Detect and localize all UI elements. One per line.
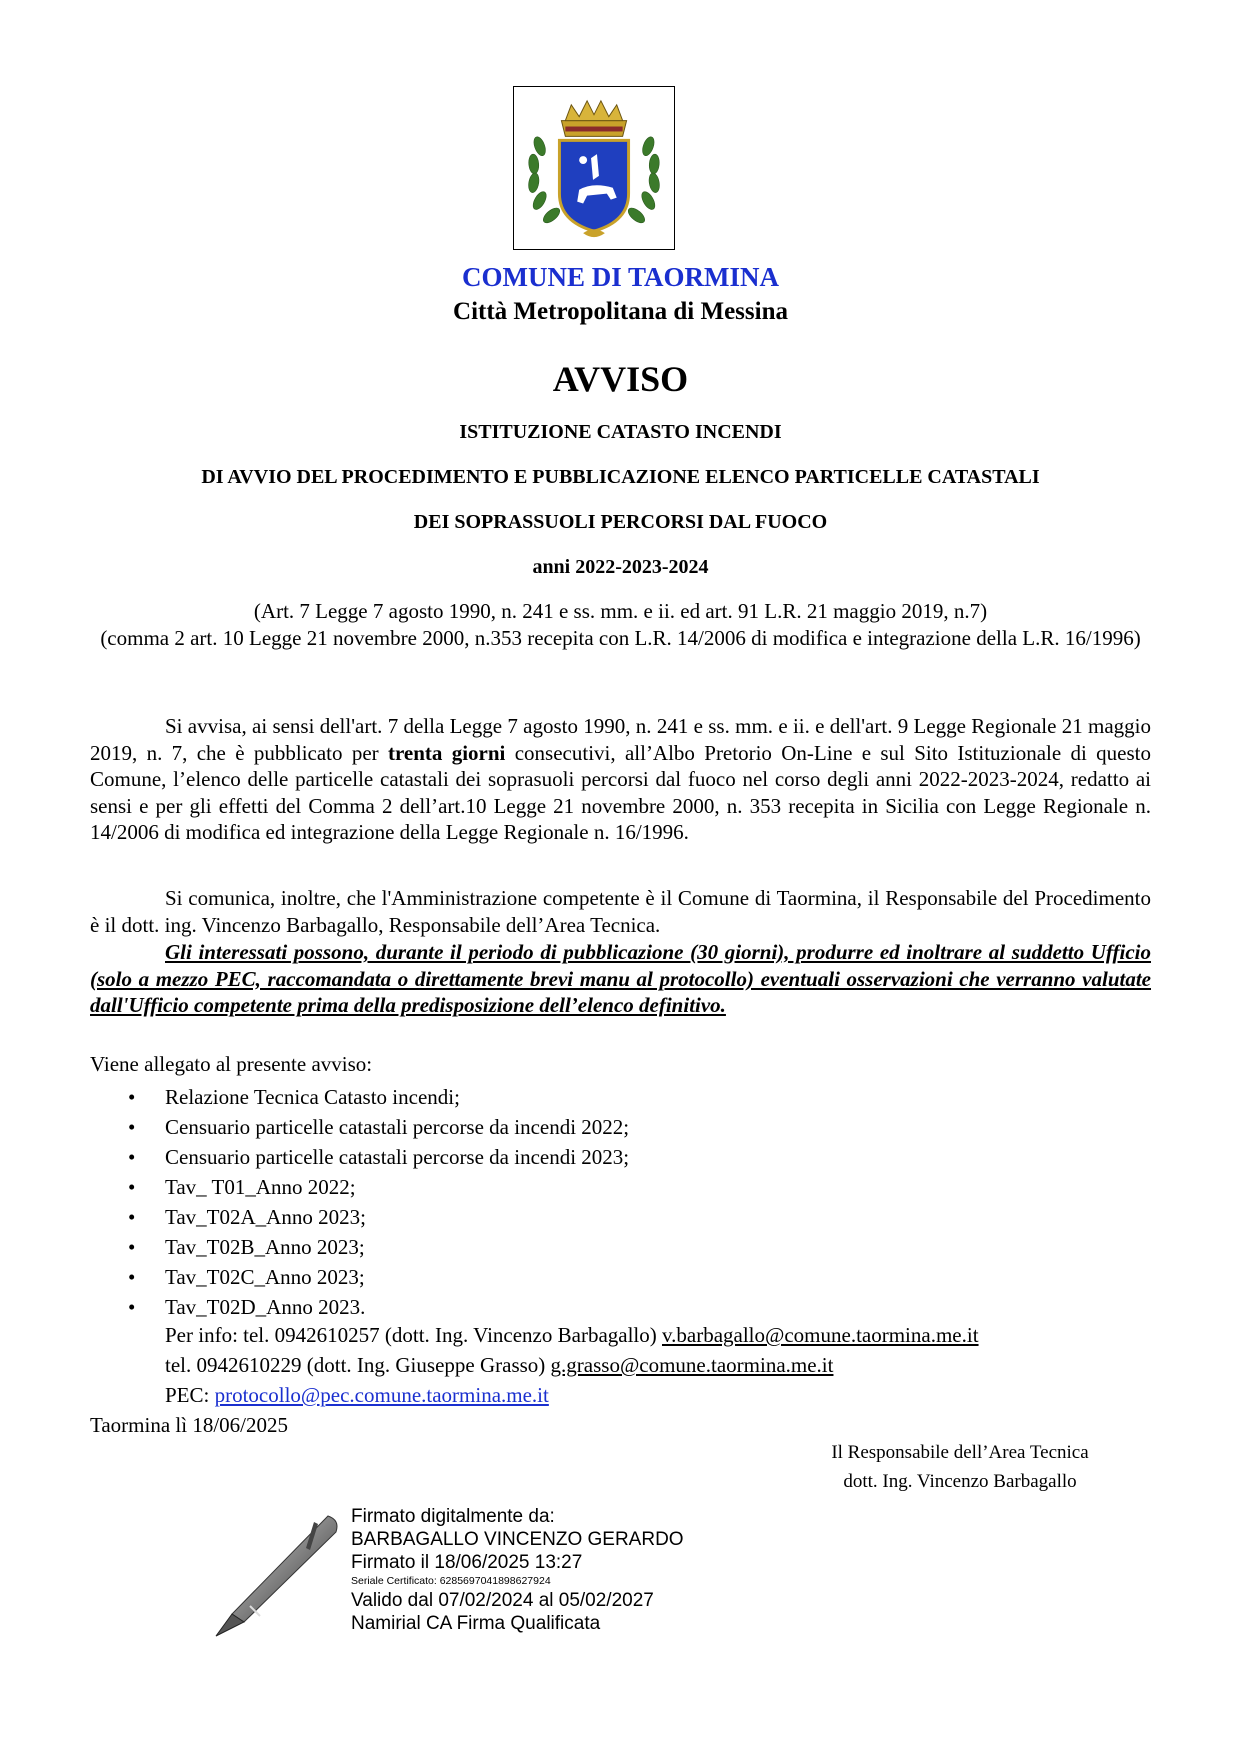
responsible-block xyxy=(790,1438,1130,1496)
heading-3: DEI SOPRASSUOLI PERCORSI DAL FUOCO xyxy=(413,511,828,533)
attachments-list xyxy=(90,1082,629,1322)
paragraph-notice xyxy=(90,713,1151,846)
paragraph-administration: Si comunica, inoltre, che l'Amministrazione competente è il Comune di Taormina, il Responsabile del Procedimento è il dott. ing. Vincenzo Barbagallo, Responsabile dell’Area Tecnica. xyxy=(90,886,1151,937)
list-item: • Relazione Tecnica Catasto incendi; xyxy=(90,1082,629,1112)
list-item: • Censuario particelle catastali percorse da incendi 2023; xyxy=(90,1142,629,1172)
attachments-intro: Viene allegato al presente avviso: xyxy=(90,1052,373,1076)
email-link-barbagallo[interactable]: v.barbagallo@comune.taormina.me.it xyxy=(662,1323,979,1347)
contact-line-pec xyxy=(165,1380,549,1410)
pec-label: PEC: xyxy=(165,1383,215,1407)
pec-email-link[interactable]: protocollo@pec.comune.taormina.me.it xyxy=(214,1383,549,1407)
list-item: • Tav_T02C_Anno 2023; xyxy=(90,1262,629,1292)
list-item: • Tav_T02B_Anno 2023; xyxy=(90,1232,629,1262)
contact-line-2 xyxy=(165,1350,833,1380)
legal-references xyxy=(70,598,1171,652)
digital-signature-block xyxy=(351,1505,684,1635)
signature-validity: Valido dal 07/02/2024 al 05/02/2027 xyxy=(351,1590,654,1611)
contact-line-1 xyxy=(165,1320,979,1350)
paragraph-observations: Gli interessati possono, durante il periodo di pubblicazione (30 giorni), produrre ed inoltrare al suddetto Ufficio (solo a mezzo PEC, raccomandata o direttamente brevi manu al protocollo) eventuali osservazioni che verranno valutate dall'Ufficio competente prima della predisposizione dell’elenco definitivo. xyxy=(90,940,1151,1017)
heading-1: ISTITUZIONE CATASTO INCENDI xyxy=(459,421,782,443)
heading-years: anni 2022-2023-2024 xyxy=(532,556,709,578)
signature-ca: Namirial CA Firma Qualificata xyxy=(351,1613,601,1634)
list-item: • Tav_ T01_Anno 2022; xyxy=(90,1172,629,1202)
responsible-name: dott. Ing. Vincenzo Barbagallo xyxy=(843,1471,1077,1492)
heading-2: DI AVVIO DEL PROCEDIMENTO E PUBBLICAZIONE ELENCO PARTICELLE CATASTALI xyxy=(201,466,1040,488)
signature-line: Firmato digitalmente da: xyxy=(351,1506,555,1527)
list-item: • Censuario particelle catastali percorse da incendi 2022; xyxy=(90,1112,629,1142)
signature-serial: Seriale Certificato: 6285697041898627924 xyxy=(351,1575,551,1587)
pen-icon xyxy=(210,1510,345,1640)
bold-duration: trenta giorni xyxy=(387,740,506,765)
legal-reference-1: (Art. 7 Legge 7 agosto 1990, n. 241 e ss. mm. e ii. ed art. 91 L.R. 21 maggio 2019, n.7) xyxy=(253,599,988,623)
contact-text: Per info: tel. 0942610257 (dott. Ing. Vincenzo Barbagallo) xyxy=(165,1323,662,1347)
municipality-name: COMUNE DI TAORMINA xyxy=(462,262,779,292)
list-item: • Tav_T02A_Anno 2023; xyxy=(90,1202,629,1232)
legal-reference-2: (comma 2 art. 10 Legge 21 novembre 2000, n.353 recepita con L.R. 14/2006 di modifica e integrazione della L.R. 16/1996) xyxy=(100,626,1141,650)
signature-signer: BARBAGALLO VINCENZO GERARDO xyxy=(351,1529,684,1550)
responsible-role: Il Responsabile dell’Area Tecnica xyxy=(831,1442,1089,1463)
coat-of-arms-icon xyxy=(513,86,675,250)
list-item: • Tav_T02D_Anno 2023. xyxy=(90,1292,629,1322)
page-title: AVVISO xyxy=(552,359,689,399)
metropolitan-city: Città Metropolitana di Messina xyxy=(453,298,788,325)
signature-date: Firmato il 18/06/2025 13:27 xyxy=(351,1552,583,1573)
place-date: Taormina lì 18/06/2025 xyxy=(90,1413,289,1437)
paragraph-text: Si avvisa, ai sensi dell'art. 7 della Legge 7 agosto 1990, n. 241 e ss. mm. e ii. e dell'art. 9 Legge Regionale 21 maggio 2019, n. 7, che è pubblicato per xyxy=(90,714,1151,765)
contact-text: tel. 0942610229 (dott. Ing. Giuseppe Grasso) xyxy=(165,1353,551,1377)
paragraph-text: consecutivi, all’Albo Pretorio On-Line e sul Sito Istituzionale di questo Comune, l’elenco delle particelle catastali dei soprasuoli percorsi dal fuoco nel corso degli anni 2022-2023-2024, redatto ai sensi e per gli effetti del Comma 2 dell’art.10 Legge 21 novembre 2000, n. 353 recepita in Sicilia con Legge Regionale n. 14/2006 di modifica ed integrazione della Legge Regionale n. 16/1996. xyxy=(90,740,1151,844)
email-link-grasso[interactable]: g.grasso@comune.taormina.me.it xyxy=(550,1353,834,1377)
